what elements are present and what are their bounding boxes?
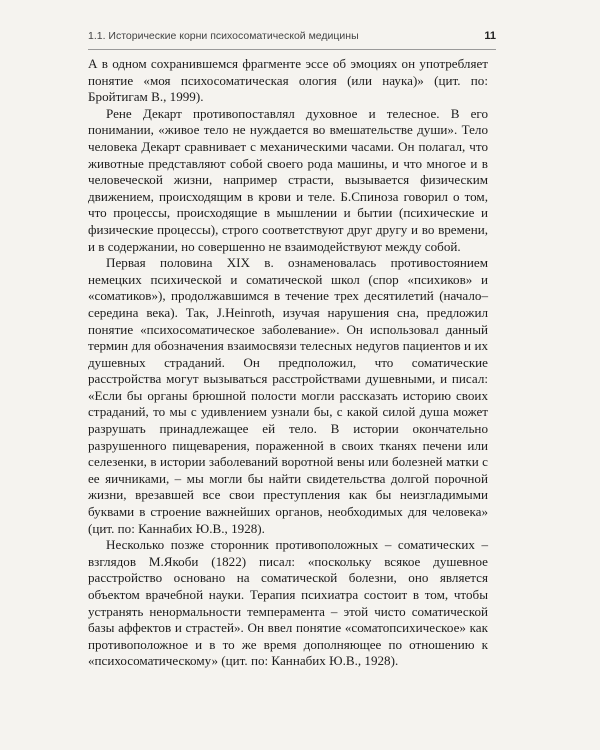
body-text	[88, 56, 488, 670]
paragraph-2: Рене Декарт противопоставлял духовное и телесное. В его понимании, «живое тело не нуждается во вмешательстве души». Тело человека Декарт сравнивает с механическими часами. Он полагал, что животные представляют собой своего рода машины, и что многое и в человеческой жизни, например страсти, вызывается физическим движением, происходящим в крови и теле. Б.Спиноза говорил о том, что процессы, происходящие в мышлении и бытии (психические и физические процессы), строго соответствуют друг другу и во времени, и в содержании, но совершенно не взаимодействуют между собой.	[88, 105, 488, 254]
paragraph-4: Несколько позже сторонник противоположных – соматических – взглядов М.Якоби (1822) писал: «поскольку всякое душевное расстройство основано на соматической болезни, оно является объектом врачебной науки. Терапия психиатра состоит в том, чтобы устранять ненормальности темперамента – этой чисто соматической базы аффектов и страстей». Он ввел понятие «соматопсихическое» как противоположное и в то же время дополняющее по отношению к «психосоматическому» (цит. по: Каннабих Ю.В., 1928).	[88, 537, 488, 669]
page-number: 11	[484, 30, 496, 42]
paragraph-3: Первая половина XIX в. ознаменовалась противостоянием немецких психической и соматической школ (спор «психиков» и «соматиков»), продолжавшимся в течение трех десятилетий (начало–середина века). Так, J.Heinroth, изучая нарушения сна, предложил понятие «психосоматическое заболевание». Он использовал данный термин для обозначения взаимосвязи телесных недугов пациентов и их душевных страданий. Он предположил, что соматические расстройства могут вызываться расстройствами душевными, и писал: «Если бы органы брюшной полости могли рассказать историю своих страданий, то мы с удивлением узнали бы, с какой силой душа может разрушать принадлежащее ей тело. В истории окончательно разрушенного пищеварения, пораженной в своих тканях печени или селезенки, в истории заболеваний воротной вены или болезней матки с ее яичниками, – мы могли бы найти свидетельства долгой порочной жизни, врезавшей все свои преступления как бы неизгладимыми буквами в строение важнейших органов, необходимых для человека» (цит. по: Каннабих Ю.В., 1928).	[88, 255, 488, 536]
section-title: 1.1. Исторические корни психосоматической медицины	[88, 30, 359, 42]
paragraph-1: А в одном сохранившемся фрагменте эссе об эмоциях он употребляет понятие «моя психосоматическая ология (или наука)» (цит. по: Бройтигам В., 1999).	[88, 56, 488, 105]
running-header	[88, 30, 496, 42]
header-rule	[88, 49, 496, 50]
